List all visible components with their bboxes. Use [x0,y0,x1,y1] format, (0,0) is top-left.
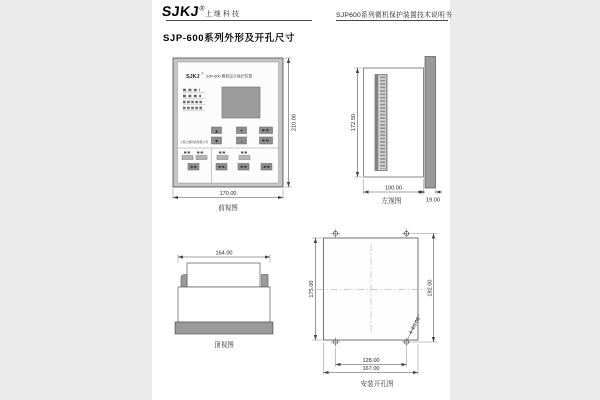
key-minus-glyph: - [240,138,243,145]
side-flange-dim-text: 19.00 [426,197,440,204]
side-body [364,68,424,177]
hole-top-left [331,229,340,238]
side-front-flange [425,57,436,189]
top-width-dim-text: 164.00 [215,250,233,257]
front-view [173,58,298,212]
registered-mark: ® [198,5,206,13]
logo-text: SJKJ [161,3,200,19]
key-down-glyph: ▼ [214,138,219,144]
hole-note-text: 4-Φ5.00 [407,316,422,336]
panel-model-text: SJP-600 微机综合保护装置 [206,74,252,79]
panel-lcd-screen [222,87,260,118]
side-height-dim-text: 172.50 [351,113,357,132]
front-height-dim-text: 210.00 [291,113,298,132]
document-title: SJP600系列微机保护装置技术说明书 [336,12,452,19]
top-body [178,287,270,322]
side-depth-dim-text: 100.00 [384,185,403,192]
hole-top-right [402,229,411,238]
cutout-view-caption: 安装开孔图 [360,381,394,388]
page-title: SJP-600系列外形及开孔尺寸 [163,33,296,44]
key-up-glyph: ▲ [214,128,219,134]
hole-span-h-dim-text: 128.00 [362,358,380,364]
top-left-clip [181,275,187,288]
top-view-caption: 顶视图 [214,342,234,349]
terminal-block-rail [375,75,378,171]
side-view-caption: 左视图 [381,198,402,205]
top-front-panel-bar [175,322,273,334]
cutout-height-dim-text: 175.00 [309,280,315,298]
top-view [175,251,273,350]
panel-trademark: ® [201,71,204,76]
panel-brand-text: SJKJ [186,74,200,80]
top-right-clip [262,275,269,288]
cutout-width-dim-text: 167.00 [362,366,380,372]
front-view-caption: 前视图 [218,205,238,212]
logo-caption: 上继科技 [205,11,241,18]
front-width-dim-text: 170.00 [219,191,237,197]
top-rear-case [187,263,260,287]
cutout-view [309,229,437,388]
panel-company-text: 上海上继科技有限公司 [180,140,211,144]
key-plus-glyph: + [239,128,244,135]
side-view [351,57,442,206]
hole-span-v-dim-text: 192.00 [427,279,434,297]
